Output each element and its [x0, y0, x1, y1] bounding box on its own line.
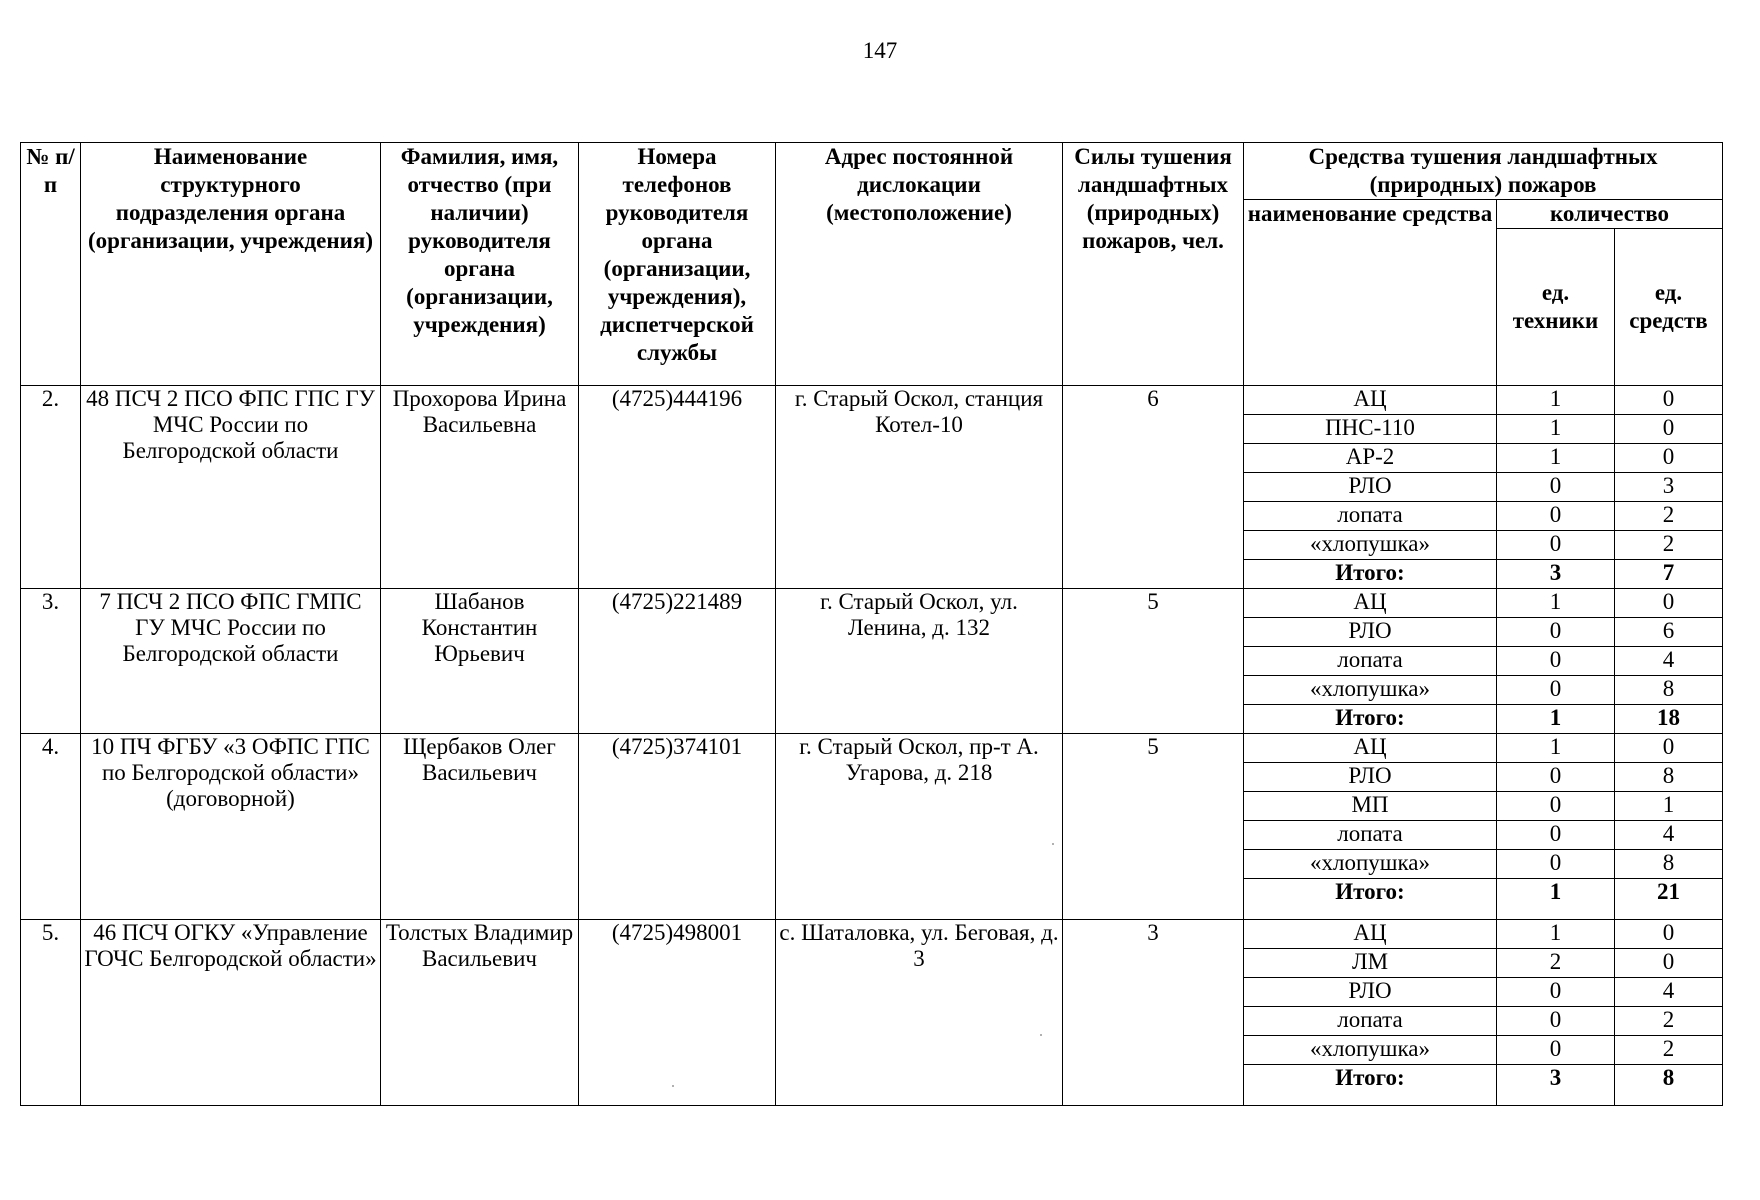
table-body	[21, 386, 1723, 1106]
head-name: Шабанов Константин Юрьевич	[381, 589, 579, 734]
unit-name: 46 ПСЧ ОГКУ «Управление ГОЧС Белгородской области»	[81, 920, 381, 1106]
header-address: Адрес постоянной дислокации (местоположение)	[776, 143, 1063, 386]
means-name: РЛО	[1244, 978, 1497, 1007]
qty-tech: 1	[1497, 386, 1615, 415]
phone-number: (4725)498001	[579, 920, 776, 1106]
row-number: 4.	[21, 734, 81, 920]
address: с. Шаталовка, ул. Беговая, д. 3	[776, 920, 1063, 1106]
means-name: лопата	[1244, 821, 1497, 850]
unit-name: 48 ПСЧ 2 ПСО ФПС ГПС ГУ МЧС России по Белгородской области	[81, 386, 381, 589]
qty-means: 0	[1615, 415, 1723, 444]
qty-tech: 0	[1497, 676, 1615, 705]
header-means: Средства тушения ландшафтных (природных) пожаров	[1244, 143, 1723, 200]
means-name: АР-2	[1244, 444, 1497, 473]
means-name: «хлопушка»	[1244, 850, 1497, 879]
header-num: № п/п	[21, 143, 81, 386]
means-name: «хлопушка»	[1244, 1036, 1497, 1065]
table-row	[21, 386, 1723, 415]
qty-tech: 1	[1497, 589, 1615, 618]
means-name: АЦ	[1244, 734, 1497, 763]
qty-tech: 0	[1497, 618, 1615, 647]
qty-means: 1	[1615, 792, 1723, 821]
address: г. Старый Оскол, ул. Ленина, д. 132	[776, 589, 1063, 734]
means-name: РЛО	[1244, 618, 1497, 647]
address: г. Старый Оскол, станция Котел-10	[776, 386, 1063, 589]
qty-means: 4	[1615, 647, 1723, 676]
qty-tech: 0	[1497, 850, 1615, 879]
header-forces: Силы тушения ландшафтных (природных) пожаров, чел.	[1063, 143, 1244, 386]
qty-tech: 0	[1497, 763, 1615, 792]
total-label: Итого:	[1244, 705, 1497, 734]
scan-speck	[1040, 1034, 1042, 1036]
qty-tech: 1	[1497, 444, 1615, 473]
resources-table	[20, 142, 1723, 1106]
qty-means: 3	[1615, 473, 1723, 502]
qty-means: 0	[1615, 386, 1723, 415]
phone-number: (4725)221489	[579, 589, 776, 734]
unit-name: 10 ПЧ ФГБУ «3 ОФПС ГПС по Белгородской области» (договорной)	[81, 734, 381, 920]
qty-tech: 2	[1497, 949, 1615, 978]
qty-means: 4	[1615, 978, 1723, 1007]
qty-tech: 0	[1497, 502, 1615, 531]
table-header	[21, 143, 1723, 386]
total-tech: 1	[1497, 879, 1615, 920]
total-tech: 3	[1497, 560, 1615, 589]
means-name: МП	[1244, 792, 1497, 821]
header-head: Фамилия, имя, отчество (при наличии) руководителя органа (организации, учреждения)	[381, 143, 579, 386]
qty-tech: 0	[1497, 792, 1615, 821]
forces-count: 3	[1063, 920, 1244, 1106]
header-qty-means: ед. средств	[1615, 229, 1723, 386]
forces-count: 5	[1063, 734, 1244, 920]
means-name: «хлопушка»	[1244, 531, 1497, 560]
qty-means: 0	[1615, 589, 1723, 618]
head-name: Толстых Владимир Васильевич	[381, 920, 579, 1106]
qty-means: 0	[1615, 734, 1723, 763]
phone-number: (4725)444196	[579, 386, 776, 589]
header-phones: Номера телефонов руководителя органа (организации, учреждения), диспетчерской службы	[579, 143, 776, 386]
qty-tech: 0	[1497, 531, 1615, 560]
forces-count: 5	[1063, 589, 1244, 734]
total-tech: 3	[1497, 1065, 1615, 1106]
header-means-name: наименование средства	[1244, 200, 1497, 386]
qty-means: 8	[1615, 676, 1723, 705]
phone-number: (4725)374101	[579, 734, 776, 920]
means-name: ЛМ	[1244, 949, 1497, 978]
means-name: АЦ	[1244, 920, 1497, 949]
total-means: 7	[1615, 560, 1723, 589]
qty-means: 2	[1615, 531, 1723, 560]
means-name: ПНС-110	[1244, 415, 1497, 444]
row-number: 3.	[21, 589, 81, 734]
qty-tech: 0	[1497, 821, 1615, 850]
means-name: РЛО	[1244, 763, 1497, 792]
page-number: 147	[862, 38, 898, 63]
forces-count: 6	[1063, 386, 1244, 589]
means-name: лопата	[1244, 647, 1497, 676]
header-unit: Наименование структурного подразделения органа (организации, учреждения)	[81, 143, 381, 386]
head-name: Щербаков Олег Васильевич	[381, 734, 579, 920]
row-number: 5.	[21, 920, 81, 1106]
qty-means: 2	[1615, 502, 1723, 531]
qty-means: 2	[1615, 1007, 1723, 1036]
qty-means: 6	[1615, 618, 1723, 647]
qty-tech: 0	[1497, 1007, 1615, 1036]
total-means: 18	[1615, 705, 1723, 734]
qty-means: 0	[1615, 949, 1723, 978]
qty-tech: 1	[1497, 734, 1615, 763]
qty-tech: 1	[1497, 415, 1615, 444]
means-name: АЦ	[1244, 386, 1497, 415]
qty-means: 4	[1615, 821, 1723, 850]
header-qty-tech: ед. техники	[1497, 229, 1615, 386]
total-label: Итого:	[1244, 879, 1497, 920]
table-row	[21, 920, 1723, 949]
scan-speck	[672, 1085, 674, 1087]
qty-means: 0	[1615, 444, 1723, 473]
total-tech: 1	[1497, 705, 1615, 734]
address: г. Старый Оскол, пр-т А. Угарова, д. 218	[776, 734, 1063, 920]
qty-tech: 1	[1497, 920, 1615, 949]
total-label: Итого:	[1244, 560, 1497, 589]
qty-means: 0	[1615, 920, 1723, 949]
qty-tech: 0	[1497, 647, 1615, 676]
row-number: 2.	[21, 386, 81, 589]
table-row	[21, 589, 1723, 618]
total-label: Итого:	[1244, 1065, 1497, 1106]
means-name: лопата	[1244, 1007, 1497, 1036]
means-name: АЦ	[1244, 589, 1497, 618]
qty-tech: 0	[1497, 473, 1615, 502]
total-means: 21	[1615, 879, 1723, 920]
qty-means: 8	[1615, 850, 1723, 879]
head-name: Прохорова Ирина Васильевна	[381, 386, 579, 589]
means-name: РЛО	[1244, 473, 1497, 502]
means-name: «хлопушка»	[1244, 676, 1497, 705]
unit-name: 7 ПСЧ 2 ПСО ФПС ГМПС ГУ МЧС России по Белгородской области	[81, 589, 381, 734]
qty-tech: 0	[1497, 1036, 1615, 1065]
means-name: лопата	[1244, 502, 1497, 531]
qty-means: 8	[1615, 763, 1723, 792]
scan-speck	[1052, 843, 1054, 845]
table-row	[21, 734, 1723, 763]
qty-tech: 0	[1497, 978, 1615, 1007]
total-means: 8	[1615, 1065, 1723, 1106]
qty-means: 2	[1615, 1036, 1723, 1065]
header-quantity: количество	[1497, 200, 1723, 229]
